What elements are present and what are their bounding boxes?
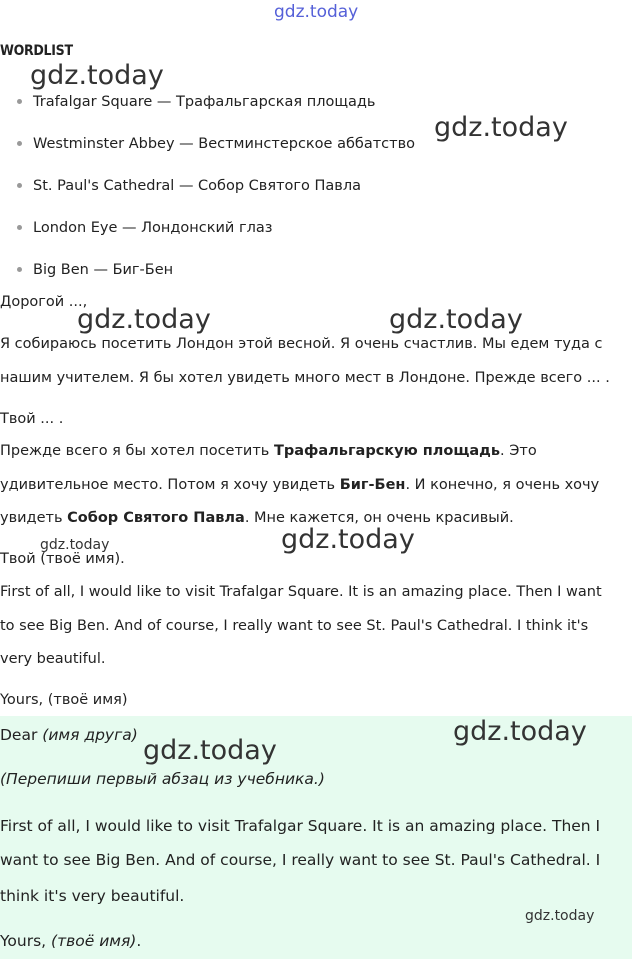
answer-greeting: Dear (имя друга) — [0, 726, 138, 744]
greeting: Дорогой ..., — [0, 294, 88, 310]
paragraph-line: to see Big Ben. And of course, I really want to see St. Paul's Cathedral. I think it's — [0, 618, 589, 634]
paragraph-line: very beautiful. — [0, 651, 106, 667]
wordlist-heading: WORDLIST — [0, 43, 73, 59]
paragraph-line: First of all, I would like to visit Trafalgar Square. It is an amazing place. Then I want — [0, 584, 602, 600]
watermark: gdz.today — [40, 537, 110, 553]
paragraph-line: нашим учителем. Я бы хотел увидеть много мест в Лондоне. Прежде всего ... . — [0, 370, 610, 386]
bullet-icon — [17, 225, 22, 230]
signature: Yours, (твоё имя) — [0, 692, 128, 708]
paragraph-line: want to see Big Ben. And of course, I really want to see St. Paul's Cathedral. I — [0, 851, 601, 869]
paragraph-line: think it's very beautiful. — [0, 887, 185, 905]
watermark: gdz.today — [453, 716, 587, 747]
bullet-icon — [17, 99, 22, 104]
paragraph-line: Прежде всего я бы хотел посетить Трафальгарскую площадь. Это — [0, 443, 537, 459]
answer-instruction: (Перепиши первый абзац из учебника.) — [0, 770, 325, 788]
wordlist-item: Big Ben — Биг-Бен — [17, 262, 173, 278]
bullet-icon — [17, 183, 22, 188]
wordlist-item: Trafalgar Square — Трафальгарская площадь — [17, 94, 375, 110]
bullet-icon — [17, 141, 22, 146]
watermark: gdz.today — [281, 524, 415, 555]
paragraph-line: увидеть Собор Святого Павла. Мне кажется, он очень красивый. — [0, 510, 514, 526]
watermark: gdz.today — [143, 735, 277, 766]
answer-signature: Yours, (твоё имя). — [0, 932, 142, 950]
watermark: gdz.today — [274, 2, 359, 22]
bullet-icon — [17, 267, 22, 272]
paragraph-line: First of all, I would like to visit Trafalgar Square. It is an amazing place. Then I — [0, 817, 601, 835]
paragraph-line: удивительное место. Потом я хочу увидеть Биг-Бен. И конечно, я очень хочу — [0, 477, 600, 493]
wordlist-item: St. Paul's Cathedral — Собор Святого Павла — [17, 178, 361, 194]
wordlist-item: Westminster Abbey — Вестминстерское аббатство — [17, 136, 415, 152]
watermark: gdz.today — [525, 908, 595, 924]
paragraph-line: Я собираюсь посетить Лондон этой весной. Я очень счастлив. Мы едем туда с — [0, 336, 603, 352]
signature: Твой ... . — [0, 411, 64, 427]
watermark: gdz.today — [77, 304, 211, 335]
watermark: gdz.today — [389, 304, 523, 335]
watermark: gdz.today — [434, 112, 568, 143]
wordlist-item: London Eye — Лондонский глаз — [17, 220, 272, 236]
watermark: gdz.today — [30, 60, 164, 91]
signature: Твой (твоё имя). — [0, 551, 125, 567]
